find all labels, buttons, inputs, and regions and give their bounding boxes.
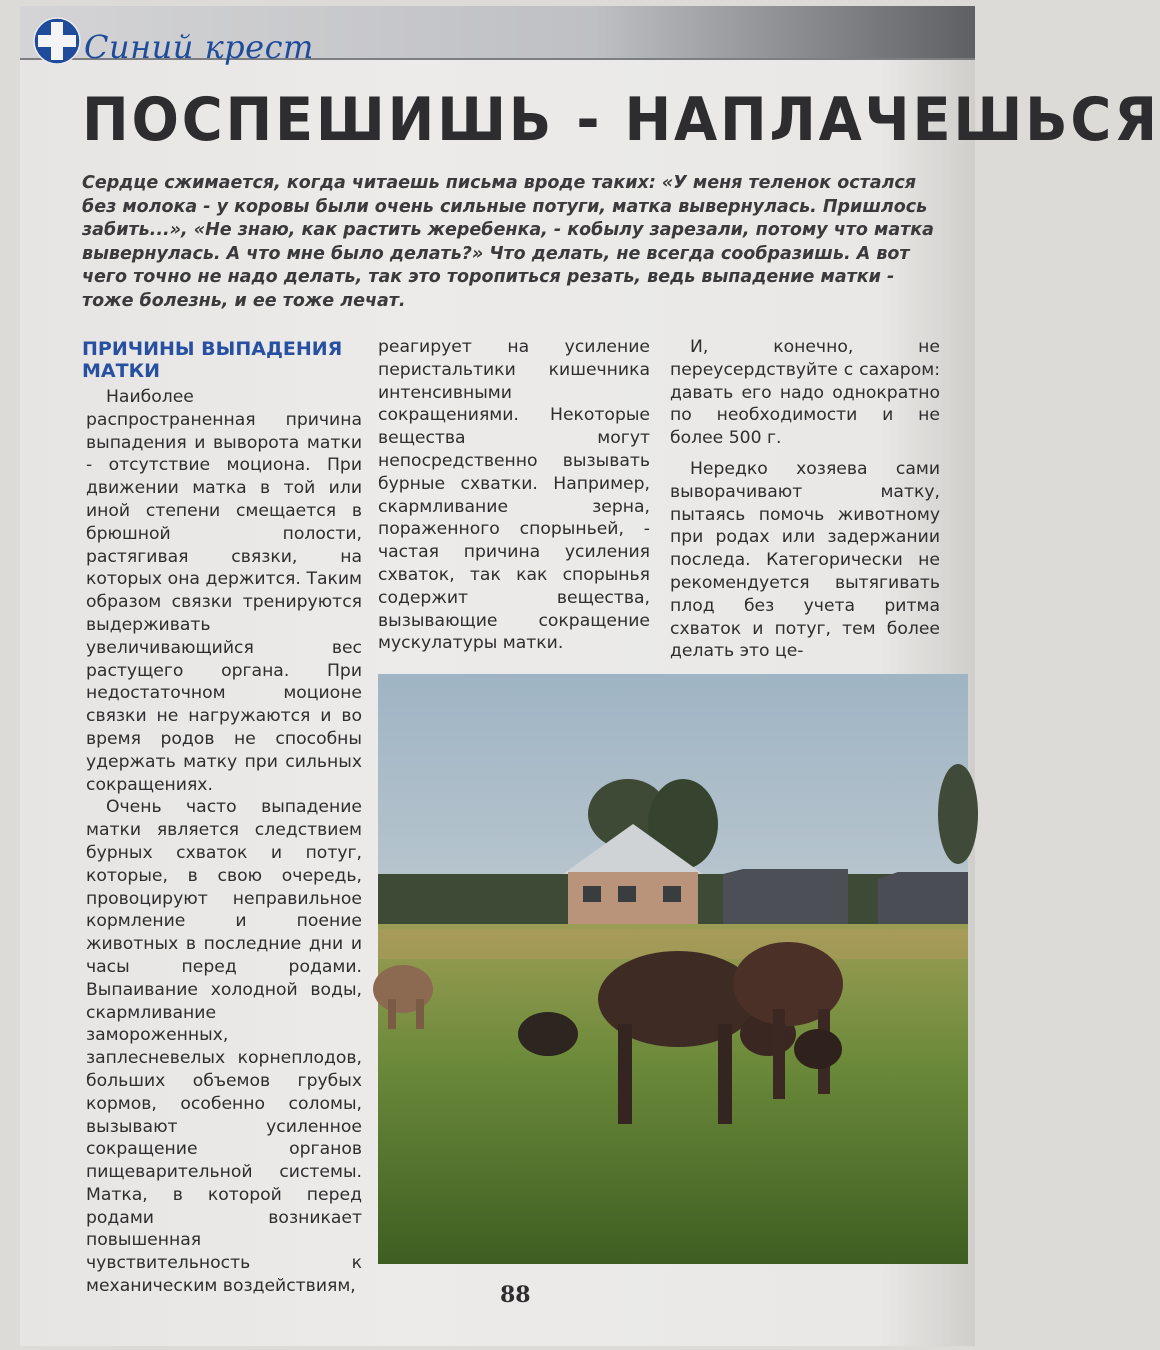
paragraph: И, конечно, не переусердствуйте с сахаром: давать его надо однократно по необходимости и не более 500 г. [670,337,940,449]
paragraph: Нередко хозяева сами выворачивают матку, пытаясь помочь животному при родах или задержании последа. Категорически не рекомендуется вытягивать плод без учета ритма схваток и потуг, тем более делать это це- [670,458,940,662]
column-2: реагирует на усиление перистальтики кишечника интенсивными сокращениями. Некоторые вещества могут непосредственно вызывать бурные схватки. Например, скармливание зерна, пораженного спорыньей, - частая причина усиления схваток, так как спорынья содержит вещества, вызывающие сокращение мускулатуры матки. [378,337,650,654]
blue-cross-icon [32,16,82,66]
cows-pasture-photo [378,674,968,1264]
magazine-page [20,6,1160,1346]
subheading: ПРИЧИНЫ ВЫПАДЕНИЯ МАТКИ [82,338,343,382]
paragraph: Очень часто выпадение матки является следствием бурных схваток и потуг, которые, в свою очередь, провоцируют неправильное кормление и поение животных в последние дни и часы перед родами. Выпаивание холодной воды, скармливание замороженных, заплесневелых корнеплодов, больших объемов грубых кормов, особенно соломы, вызывают усиленное сокращение органов пищеварительной системы. Матка, в которой перед родами возникает повышенная чувствительность к механическим воздействиям, [86,797,362,1297]
section-name: Синий крест [84,28,314,66]
page-number: 88 [500,1282,531,1308]
column-3 [670,336,940,663]
article-lead: Сердце сжимается, когда читаешь письма вроде таких: «У меня теленок остался без молока - у коровы были очень сильные потуги, матка вывернулась. Пришлось забить...», «Не знаю, как растить жеребенка, - кобылу зарезали, потому что матка вывернулась. А что мне было делать?» Что делать, не всегда сообразишь. А вот чего точно не надо делать, так это торопиться резать, ведь выпадение матки - тоже болезнь, и ее тоже лечат. [82,173,934,311]
article-title: ПОСПЕШИШЬ - НАПЛАЧЕШЬСЯ [82,85,1160,155]
column-1 [86,386,362,1298]
paragraph: Наиболее распространенная причина выпадения и выворота матки - отсутствие моциона. При движении матка в той или иной степени смещается в брюшной полости, растягивая связки, на которых она держится. Таким образом связки тренируются выдерживать увеличивающийся вес растущего органа. При недостаточном моционе связки не нагружаются и во время родов не способны удержать матку при сильных сокращениях. [86,387,362,795]
